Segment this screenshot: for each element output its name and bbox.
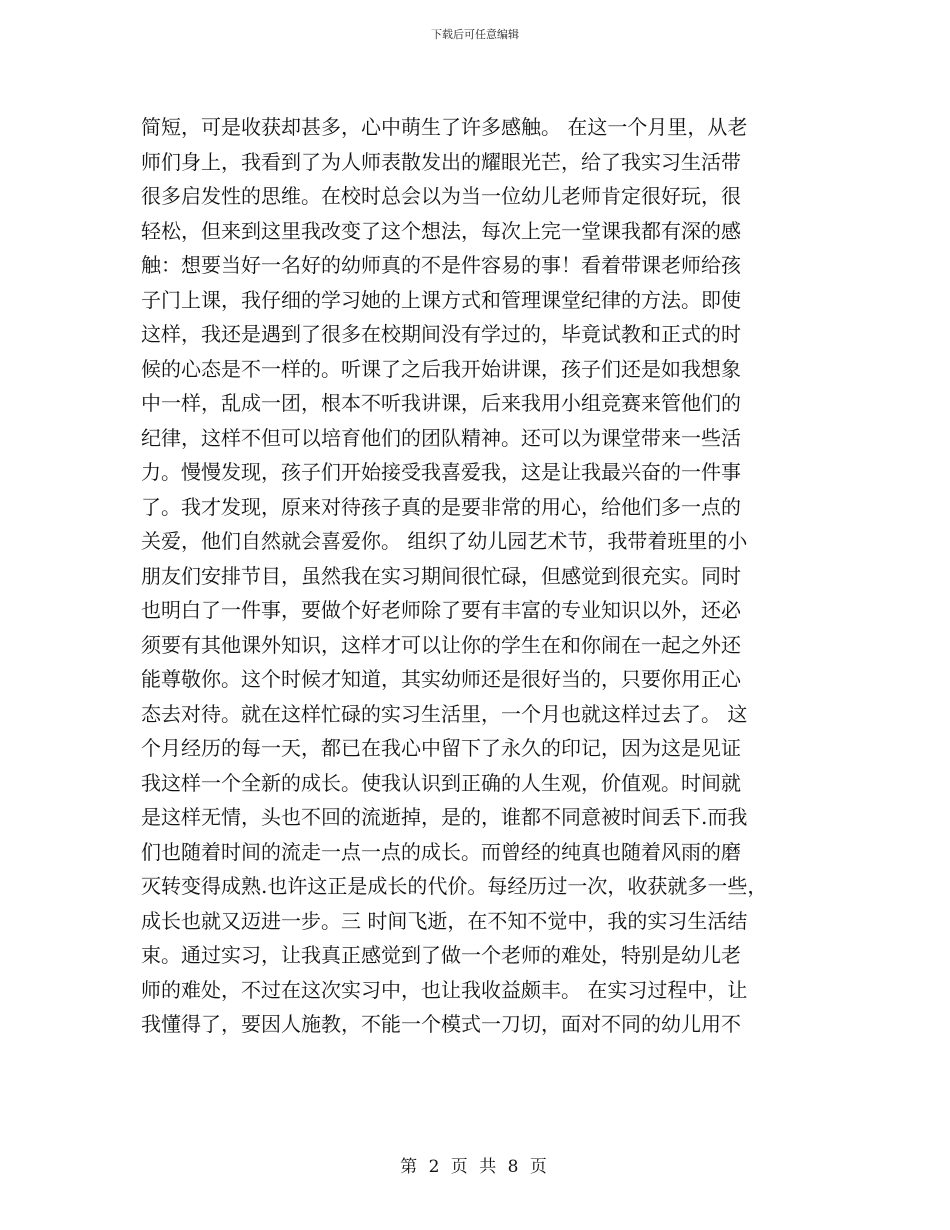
body-line: 师的难处，不过在这次实习中，也让我收益颇丰。 在实习过程中，让 — [141, 977, 748, 1002]
document-body — [141, 110, 821, 1042]
body-line: 态去对待。就在这样忙碌的实习生活里，一个月也就这样过去了。 这 — [141, 701, 748, 726]
body-line: 束。通过实习，让我真正感觉到了做一个老师的难处，特别是幼儿老 — [141, 943, 741, 967]
body-line: 朋友们安排节目，虽然我在实习期间很忙碌，但感觉到很充实。同时 — [141, 563, 741, 588]
body-line: 候的心态是不一样的。听课了之后我开始讲课，孩子们还是如我想象 — [141, 356, 741, 381]
body-line: 能尊敬你。这个时候才知道，其实幼师还是很好当的，只要你用正心 — [141, 667, 741, 691]
body-line: 力。慢慢发现，孩子们开始接受我喜爱我，这是让我最兴奋的一件事 — [141, 460, 741, 484]
body-line: 了。我才发现，原来对待孩子真的是要非常的用心，给他们多一点的 — [141, 494, 741, 519]
body-line: 个月经历的每一天，都已在我心中留下了永久的印记，因为这是见证 — [141, 736, 741, 760]
body-line: 须要有其他课外知识，这样才可以让你的学生在和你闹在一起之外还 — [141, 632, 741, 657]
body-line: 是这样无情，头也不回的流逝掉，是的，谁都不同意被时间丢下.而我 — [141, 805, 748, 829]
page-header-note: 下载后可任意编辑 — [431, 28, 519, 41]
body-line: 成长也就又迈进一步。三 时间飞逝，在不知不觉中，我的实习生活结 — [141, 908, 748, 933]
body-line: 轻松，但来到这里我改变了这个想法，每次上完一堂课我都有深的感 — [141, 218, 741, 243]
body-line: 这样，我还是遇到了很多在校期间没有学过的，毕竟试教和正式的时 — [141, 322, 741, 346]
body-line: 简短，可是收获却甚多，心中萌生了许多感触。 在这一个月里，从老 — [141, 115, 748, 139]
body-line: 灭转变得成熟.也许这正是成长的代价。每经历过一次，收获就多一些， — [141, 874, 768, 898]
body-line: 师们身上，我看到了为人师表散发出的耀眼光芒，给了我实习生活带 — [141, 149, 741, 174]
body-line: 子门上课，我仔细的学习她的上课方式和管理课堂纪律的方法。即使 — [141, 287, 741, 312]
body-line: 我这样一个全新的成长。使我认识到正确的人生观，价值观。时间就 — [141, 770, 741, 795]
body-line: 触：想要当好一名好的幼师真的不是件容易的事！看着带课老师给孩 — [141, 253, 741, 277]
body-line: 纪律，这样不但可以培育他们的团队精神。还可以为课堂带来一些活 — [141, 425, 741, 450]
body-line: 也明白了一件事，要做个好老师除了要有丰富的专业知识以外，还必 — [141, 598, 741, 622]
body-line: 们也随着时间的流走一点一点的成长。而曾经的纯真也随着风雨的磨 — [141, 839, 741, 864]
page-number: 第 2 页 共 8 页 — [400, 1157, 550, 1177]
body-line: 很多启发性的思维。在校时总会以为当一位幼儿老师肯定很好玩，很 — [141, 184, 741, 208]
body-line: 中一样，乱成一团，根本不听我讲课，后来我用小组竞赛来管他们的 — [141, 391, 741, 415]
body-line: 关爱，他们自然就会喜爱你。 组织了幼儿园艺术节，我带着班里的小 — [141, 529, 748, 553]
body-line: 我懂得了，要因人施教，不能一个模式一刀切，面对不同的幼儿用不 — [141, 1012, 741, 1036]
